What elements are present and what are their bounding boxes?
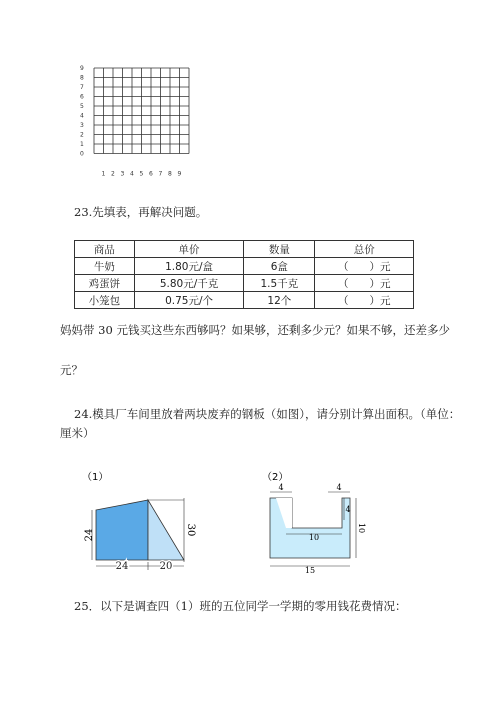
grid-x-tick-label: 9 — [177, 170, 182, 178]
table-cell: 鸡蛋饼 — [75, 275, 135, 292]
fig1-triangle — [148, 500, 184, 560]
table-row — [75, 275, 414, 292]
grid-x-tick-label: 2 — [111, 170, 115, 178]
header-cell: 总价 — [315, 241, 414, 258]
grid-x-tick-label: 7 — [158, 170, 163, 178]
q25-text: 25．以下是调查四（1）班的五位同学一学期的零用钱花费情况： — [74, 599, 407, 613]
table-cell: （ ）元 — [315, 258, 414, 275]
grid-x-tick-label: 5 — [139, 170, 144, 178]
figure-2 — [262, 470, 372, 575]
grid-x-tick-label: 4 — [130, 170, 134, 178]
figure-1 — [80, 470, 200, 575]
grid-y-tick-label: 4 — [80, 112, 84, 120]
coordinate-grid — [72, 58, 202, 183]
grid-y-tick-label: 2 — [80, 131, 84, 139]
header-cell: 单价 — [134, 241, 243, 258]
q24-line1: 24.模具厂车间里放着两块废弃的钢板（如图），请分别计算出面积。（单位： — [74, 407, 461, 421]
fig2-inner-w-label: 10 — [308, 533, 320, 542]
fig2-label: （2） — [262, 472, 289, 483]
fig1-bottom-left-label: 24 — [115, 561, 129, 572]
table-row — [75, 258, 414, 275]
table-cell: 0.75元/个 — [134, 292, 243, 309]
q23-title: 23.先填表，再解决问题。 — [74, 205, 208, 219]
fig2-top-right-label: 4 — [336, 483, 342, 492]
grid-y-tick-label: 8 — [80, 74, 84, 82]
table-cell: 小笼包 — [75, 292, 135, 309]
q24-line2: 厘米） — [60, 426, 95, 440]
table-cell: 6盒 — [244, 258, 315, 275]
header-cell: 数量 — [244, 241, 315, 258]
fig1-label: （1） — [82, 472, 109, 483]
grid-y-tick-label: 7 — [80, 84, 84, 91]
table-row — [75, 292, 414, 309]
table-cell: （ ）元 — [315, 275, 414, 292]
grid-y-tick-label: 1 — [80, 141, 84, 148]
price-table — [74, 240, 414, 309]
q23-question-line2: 元？ — [60, 363, 83, 377]
grid-x-tick-label: 3 — [120, 170, 125, 178]
fig2-right-label: 10 — [357, 522, 366, 534]
fig1-right-label: 30 — [185, 523, 196, 537]
fig2-bottom-label: 15 — [304, 566, 316, 575]
table-cell: 1.80元/盒 — [134, 258, 243, 275]
grid-x-tick-label: 6 — [149, 170, 153, 178]
table-cell: 5.80元/千克 — [134, 275, 243, 292]
table-header-row — [75, 241, 414, 258]
grid-y-tick-label: 3 — [80, 122, 84, 129]
fig1-left-label: 24 — [84, 528, 95, 542]
grid-y-tick-label: 0 — [80, 150, 84, 158]
fig1-trapezoid — [96, 500, 148, 560]
grid-y-tick-label: 5 — [80, 103, 84, 110]
grid-x-tick-label: 1 — [101, 170, 106, 178]
q23-question-line1: 妈妈带 30 元钱买这些东西够吗？如果够，还剩多少元？如果不够，还差多少 — [60, 323, 450, 337]
table-cell: （ ）元 — [315, 292, 414, 309]
table-cell: 牛奶 — [75, 258, 135, 275]
fig2-top-left-label: 4 — [278, 483, 284, 492]
table-cell: 1.5千克 — [244, 275, 315, 292]
grid-y-tick-label: 9 — [80, 65, 84, 72]
grid-x-tick-label: 8 — [168, 170, 172, 178]
table-cell: 12个 — [244, 292, 315, 309]
fig1-bottom-right-label: 20 — [159, 561, 173, 572]
grid-y-tick-label: 6 — [80, 93, 84, 101]
fig2-inner-h-label: 4 — [345, 505, 351, 514]
header-cell: 商品 — [75, 241, 135, 258]
